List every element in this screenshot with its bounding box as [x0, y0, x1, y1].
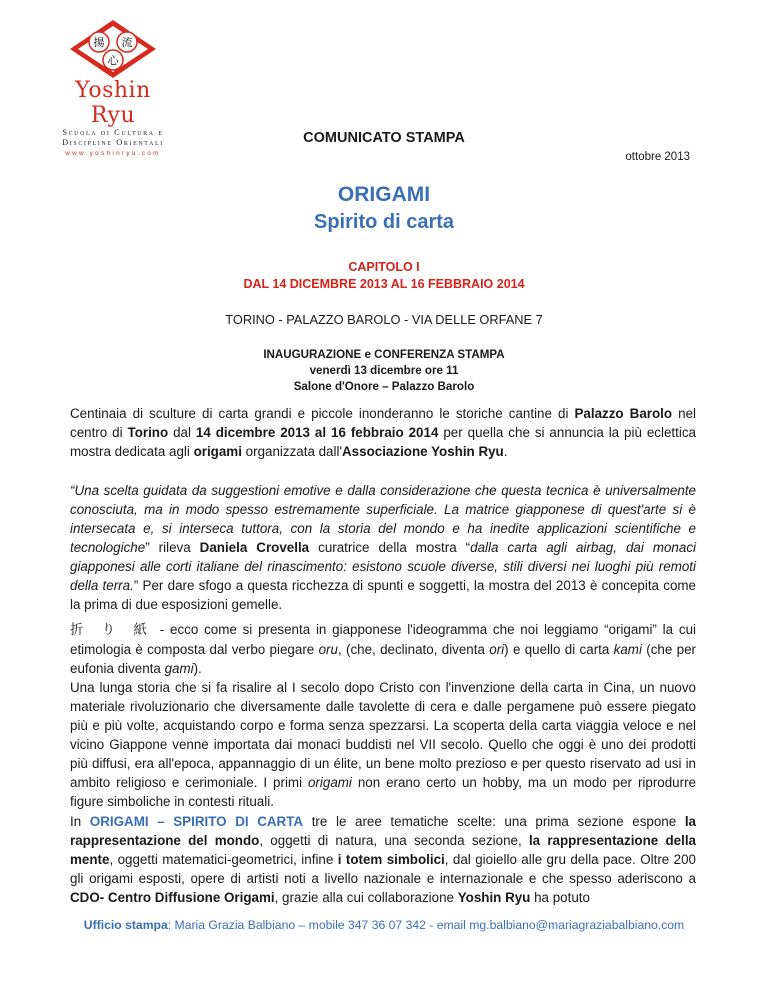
text-run: nel centro di — [70, 406, 697, 440]
italic-run: kami — [613, 642, 642, 657]
page-subtitle: Spirito di carta — [313, 211, 455, 233]
svg-text:流: 流 — [121, 36, 133, 49]
text-run: ) e quello di carta — [504, 642, 614, 657]
page-title: ORIGAMI — [337, 183, 431, 206]
text-run: ” rileva — [145, 540, 200, 555]
text-run: , oggetti matematici-geometrici, infine — [109, 852, 338, 867]
text-run: Centinaia di sculture di carta grandi e piccole inonderanno le storiche cantine di — [70, 406, 575, 421]
exhibition-name: ORIGAMI – SPIRITO DI CARTA — [89, 814, 304, 829]
inauguration-date: venerdì 13 dicembre ore 11 — [309, 364, 459, 377]
footer-label: Ufficio stampa — [83, 918, 168, 932]
paragraph-intro — [70, 404, 696, 461]
footer-contact: : Maria Grazia Balbiano – mobile 347 36 07 342 - email mg.balbiano@mariagraziabalbiano.com — [167, 918, 685, 932]
bold-run: Associazione Yoshin Ryu — [342, 444, 504, 459]
text-run: (che per eufonia diventa — [70, 642, 697, 676]
svg-text:心: 心 — [107, 54, 119, 67]
inauguration-block — [0, 347, 768, 395]
logo-subtitle-1: Scuola di Cultura e — [62, 128, 164, 137]
bold-run: Daniela Crovella — [199, 540, 310, 555]
text-run: ). — [193, 661, 202, 676]
italic-run: ori — [489, 642, 505, 657]
venue-line: TORINO - PALAZZO BAROLO - VIA DELLE ORFANE 7 — [225, 312, 543, 327]
bold-run: CDO- Centro Diffusione Origami — [70, 890, 275, 905]
press-office-footer — [0, 918, 768, 932]
text-run: , grazie alla cui collaborazione — [274, 890, 458, 905]
bold-run: la rappresentazione della mente — [70, 833, 696, 867]
logo-subtitle-2: Discipline Orientali — [62, 138, 164, 147]
text-run: organizzata dall' — [241, 444, 343, 459]
text-run: , (che, declinato, diventa — [337, 642, 490, 657]
italic-run: “Una scelta guidata da suggestioni emotive e dalla considerazione che questa tecnica è universalmente conosciuta, ma in modo spesso estremamente superficiale. La matrice giapponese di quest'arte si è intersecata e, si interseca tuttora, con la storia del mondo e ha inedite applicazioni scientifiche e tecnologiche — [70, 483, 696, 555]
paragraph-etymology — [70, 620, 696, 811]
bold-run: Yoshin Ryu — [457, 890, 531, 905]
text-run: In — [70, 814, 90, 829]
bold-run: Torino — [127, 425, 169, 440]
chapter-title: CAPITOLO I — [348, 260, 420, 274]
text-run: non erano certo un hobby, ma un modo per riprodurre figure simboliche in contesti rituali. — [70, 775, 696, 809]
svg-text:揚: 揚 — [93, 36, 105, 49]
inauguration-title: INAUGURAZIONE e CONFERENZA STAMPA — [263, 348, 505, 361]
paragraph-quote — [70, 481, 696, 614]
text-run: ha potuto — [530, 890, 590, 905]
release-date: ottobre 2013 — [625, 151, 690, 163]
text-run: ” Per dare sfogo a questa ricchezza di spunti e soggetti, la mostra del 2013 è concepita come la prima di due esposizioni gemelle. — [70, 578, 696, 612]
text-run: , oggetti di natura, una seconda sezione, — [259, 833, 529, 848]
logo-emblem-icon — [66, 18, 160, 80]
bold-run: i totem simbolici — [337, 852, 445, 867]
text-run: , dal gioiello alle gru della pace. Oltre 200 gli origami esposti, opere di artisti noti a livello nazionale e internazionale e che spesso aderiscono a — [70, 852, 696, 886]
chapter-block — [0, 259, 768, 293]
bold-run: la rappresentazione del mondo — [70, 814, 696, 848]
press-release-label: COMUNICATO STAMPA — [303, 130, 465, 146]
text-run: curatrice della mostra “ — [309, 540, 471, 555]
text-run: tre le aree tematiche scelte: una prima sezione espone — [303, 814, 685, 829]
inauguration-place: Salone d'Onore – Palazzo Barolo — [293, 380, 475, 393]
italic-run: dalla carta agli airbag, dai monaci giapponesi alle corti italiane del rinascimento: esistono scuole diverse, stili diversi nei luoghi più remoti della terra. — [70, 540, 696, 593]
bold-run: 14 dicembre 2013 al 16 febbraio 2014 — [195, 425, 439, 440]
italic-run: oru — [318, 642, 338, 657]
logo-url: www.yoshinryu.com — [65, 150, 161, 157]
italic-run: origami — [307, 775, 352, 790]
chapter-dates: DAL 14 DICEMBRE 2013 AL 16 FEBBRAIO 2014 — [243, 277, 525, 291]
text-run: Una lunga storia che si fa risalire al I secolo dopo Cristo con l'invenzione della carta in Cina, un nuovo materiale rivoluzionario che diversamente dalle tavolette di cera e dalle pergamene può essere piegato più e più volte, acquistando corpo e forma senza spezzarsi. La scoperta della carta viaggia veloce e nel vicino Giappone venne importata dai monaci buddisti nel VII secolo. Quello che oggi è uno dei prodotti più diffusi, era all'epoca, appannaggio di un élite, un bene molto prezioso e per questo riservato ad usi in ambito religioso e cerimoniale. I primi — [70, 680, 696, 790]
bold-run: origami — [193, 444, 242, 459]
bold-run: Palazzo Barolo — [574, 406, 673, 421]
origami-kanji: 折 り 紙 — [70, 623, 154, 638]
text-run: dal — [168, 425, 196, 440]
text-run: . — [503, 444, 508, 459]
italic-run: gami — [164, 661, 194, 676]
text-run: - ecco come si presenta in giapponese l'ideogramma che noi leggiamo “origami” la cui etimologia è composta dal verbo piegare — [70, 622, 696, 657]
paragraph-exhibition — [70, 812, 696, 907]
text-run: per quella che si annuncia la più eclettica mostra dedicata agli — [70, 425, 696, 459]
logo-name: Yoshin Ryu — [75, 78, 151, 128]
